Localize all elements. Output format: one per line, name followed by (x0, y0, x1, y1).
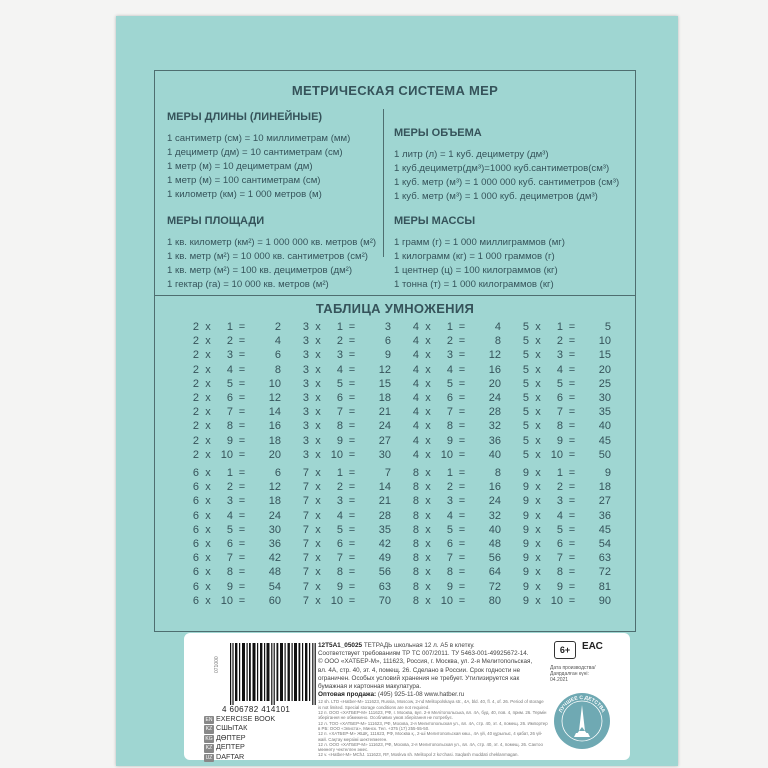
length-line: 1 метр (м) = 10 дециметрам (дм) (167, 161, 313, 172)
length-line: 1 сантиметр (см) = 10 миллиметрам (мм) (167, 133, 351, 144)
multiplication-row: 4 x 8 = 32 (412, 420, 501, 433)
multiplication-row: 3 x 2 = 6 (302, 335, 391, 348)
multiplication-row: 2 x 9 = 18 (192, 434, 281, 447)
multiplication-row: 8 x 10 = 80 (412, 594, 501, 607)
multiplication-row: 4 x 6 = 24 (412, 392, 501, 404)
product-label (184, 633, 630, 760)
production-date-value: 04.2021 (550, 677, 569, 683)
multiplication-row: 3 x 9 = 27 (302, 434, 391, 447)
language-item (204, 753, 275, 762)
multiplication-row: 3 x 3 = 9 (302, 349, 391, 362)
multiplication-row: 7 x 3 = 21 (302, 495, 391, 508)
multiplication-row: 7 x 2 = 14 (302, 481, 391, 494)
area-line: 1 кв. метр (м²) = 10 000 кв. сантиметров (см²) (167, 251, 368, 262)
multiplication-row: 6 x 9 = 54 (192, 580, 281, 593)
conformity-text: Соответствует требованиям ТР ТС 007/2011. ТУ 5463-001-49925672-14. (318, 650, 529, 658)
manufacturer-text: © ООО «ХАТБЕР-М», 111623, Россия, г. Москва, ул. 2-я Мелитопольская, (318, 658, 533, 666)
barcode-number: 4 606782 414101 (222, 705, 291, 714)
multiplication-row: 5 x 8 = 40 (522, 420, 611, 433)
multiplication-row: 4 x 9 = 36 (412, 434, 501, 447)
article-code: 12Т5А1_05025 (318, 642, 363, 649)
fine-print-line: 12 п. «ХАТБЕР-М» ЖШҚ, 111623, РФ, Москва қ., 2-ші Мелитопольская көш., 4А үй, 40 құрылыс, 4 қабат, 26 үй-жай. Сақтау мерзімі шектелмеген. (318, 731, 543, 742)
wholesale-phone: (495) 925-11-08 www.hatber.ru (377, 691, 465, 699)
multiplication-row: 8 x 2 = 16 (412, 481, 501, 494)
multiplication-row: 5 x 6 = 30 (522, 392, 611, 404)
language-text: СШЫТАК (216, 723, 248, 733)
address-text: вл. 4А, стр. 40, эт. 4, помещ. 26. Сделано в России. Срок годности не ограничен. Особых условий хранения не требует. Утилизируется как бумажная и картонная макулатура. (318, 666, 521, 691)
mass-line: 1 центнер (ц) = 100 килограммов (кг) (394, 265, 558, 276)
multiplication-row: 8 x 6 = 48 (412, 538, 501, 550)
multiplication-row: 8 x 8 = 64 (412, 566, 501, 579)
mass-line: 1 грамм (г) = 1 000 миллиграммов (мг) (394, 237, 565, 248)
area-line: 1 гектар (га) = 10 000 кв. метров (м²) (167, 279, 329, 290)
volume-line: 1 литр (л) = 1 куб. дециметру (дм³) (394, 149, 549, 160)
multiplication-row: 7 x 9 = 63 (302, 580, 391, 593)
multiplication-row: 2 x 4 = 8 (192, 363, 281, 376)
multiplication-row: 8 x 7 = 56 (412, 552, 501, 565)
multiplication-row: 3 x 5 = 15 (302, 377, 391, 390)
multiplication-row: 4 x 1 = 4 (412, 321, 501, 333)
multiplication-row: 8 x 3 = 24 (412, 495, 501, 508)
multiplication-row: 3 x 6 = 18 (302, 392, 391, 404)
multiplication-row: 3 x 10 = 30 (302, 448, 391, 461)
multiplication-row: 5 x 7 = 35 (522, 406, 611, 419)
language-tag: KZ (205, 745, 213, 752)
multiplication-row: 9 x 2 = 18 (522, 481, 611, 494)
age-badge: 6+ (554, 641, 576, 659)
multiplication-row: 9 x 7 = 63 (522, 552, 611, 565)
volume-line: 1 куб. метр (м³) = 1 000 куб. дециметров (дм³) (394, 191, 598, 202)
language-tag: EN (205, 717, 213, 723)
multiplication-row: 2 x 2 = 4 (192, 335, 281, 348)
multiplication-row: 2 x 6 = 12 (192, 392, 281, 404)
multiplication-row: 4 x 2 = 8 (412, 335, 501, 348)
fine-print-line: 12 sh. LTD «Hatber-M» 111623, Russia, Moscow, 2-nd Melitopolskaya str., 4A, bld. 40, fl. 4, of. 26. Period of storage is not limited. Special storage conditions are not required. (318, 699, 544, 710)
multiplication-row: 9 x 6 = 54 (522, 538, 611, 550)
multiplication-row: 5 x 2 = 10 (522, 335, 611, 348)
fine-print (318, 699, 548, 757)
notebook-back-cover (116, 16, 678, 766)
multiplication-row: 8 x 5 = 40 (412, 523, 501, 536)
volume-line: 1 куб. метр (м³) = 1 000 000 куб. сантиметров (см³) (394, 177, 620, 188)
language-text: DAFTAR (216, 751, 245, 761)
multiplication-row: 8 x 1 = 8 (412, 467, 501, 479)
production-date (550, 665, 624, 683)
multiplication-row: 2 x 8 = 16 (192, 420, 281, 433)
fine-print-line: 12 л. ТОО «ХАТБЕР-М» 111623, РФ, Москва, 2-я Мелитопольская ул., вл. 4А, стр. 40, эт. 4, помещ. 26. Импортер в РБ: ООО «Элиста», Минск. Тел. +375 (17) 255-55-50. (318, 720, 548, 731)
multiplication-row: 4 x 3 = 12 (412, 349, 501, 362)
multiplication-row: 5 x 3 = 15 (522, 349, 611, 362)
language-text: ДӨПТЕР (216, 732, 246, 742)
multiplication-row: 3 x 4 = 12 (302, 363, 391, 376)
language-text: ДЕПТЕР (216, 742, 245, 752)
multiplication-row: 4 x 5 = 20 (412, 377, 501, 390)
production-date-label: Дата производства/ Даярдалған күні: (550, 665, 596, 677)
multiplication-row: 5 x 5 = 25 (522, 377, 611, 390)
quality-seal-logo (552, 691, 612, 751)
mass-line: 1 килограмм (кг) = 1 000 граммов (г) (394, 251, 555, 262)
multiplication-row: 6 x 2 = 12 (192, 481, 281, 494)
multiplication-row: 6 x 7 = 42 (192, 552, 281, 565)
multiplication-row: 9 x 9 = 81 (522, 580, 611, 593)
multiplication-row: 6 x 8 = 48 (192, 566, 281, 579)
multiplication-title: ТАБЛИЦА УМНОЖЕНИЯ (315, 301, 475, 316)
multiplication-row: 2 x 3 = 6 (192, 349, 281, 362)
multiplication-row: 9 x 4 = 36 (522, 509, 611, 522)
multiplication-row: 9 x 1 = 9 (522, 467, 611, 479)
length-title: МЕРЫ ДЛИНЫ (ЛИНЕЙНЫЕ) (167, 111, 323, 123)
area-line: 1 кв. километр (км²) = 1 000 000 кв. метров (м²) (167, 237, 377, 248)
multiplication-row: 4 x 7 = 28 (412, 406, 501, 419)
multiplication-row: 3 x 7 = 21 (302, 406, 391, 419)
multiplication-row: 5 x 1 = 5 (522, 321, 611, 333)
language-tag: UZ (205, 754, 213, 761)
fine-print-line: 12 л. ООО «ХАТБЕР-М» 111623, РФ, Москва, 2-я Мелитопольская ул., вл. 4А, стр. 40, эт. 4, помещ. 26. Сактоо мөөнөтү чектелген эмес. (318, 741, 543, 753)
language-tag: KZ (205, 726, 213, 733)
multiplication-row: 7 x 4 = 28 (302, 509, 391, 522)
barcode (230, 643, 316, 705)
product-info (318, 642, 548, 758)
length-line: 1 метр (м) = 100 сантиметрам (см) (167, 175, 321, 186)
multiplication-row: 7 x 8 = 56 (302, 566, 391, 579)
language-list (204, 715, 275, 762)
fine-print-line: 12 v. «Hatber-M» MChJ. 111623, RF, Moskva sh. Melitopol 2 ko'chasi. Saqlash muddati cheklanmagan. (318, 752, 519, 758)
multiplication-row: 3 x 1 = 3 (302, 321, 391, 333)
eac-mark: ЕАС (582, 641, 603, 652)
multiplication-row: 9 x 5 = 45 (522, 523, 611, 536)
multiplication-row: 2 x 7 = 14 (192, 406, 281, 419)
multiplication-row: 6 x 4 = 24 (192, 509, 281, 522)
multiplication-row: 7 x 1 = 7 (302, 467, 391, 479)
column-divider (383, 109, 384, 257)
metric-title: МЕТРИЧЕСКАЯ СИСТЕМА МЕР (291, 83, 499, 98)
multiplication-row: 2 x 10 = 20 (192, 448, 281, 461)
multiplication-row: 6 x 3 = 18 (192, 495, 281, 508)
multiplication-row: 2 x 5 = 10 (192, 377, 281, 390)
multiplication-row: 8 x 4 = 32 (412, 509, 501, 522)
multiplication-row: 9 x 3 = 27 (522, 495, 611, 508)
multiplication-row: 8 x 9 = 72 (412, 580, 501, 593)
multiplication-row: 6 x 6 = 36 (192, 538, 281, 550)
area-line: 1 кв. метр (м²) = 100 кв. дециметров (дм²) (167, 265, 353, 276)
multiplication-row: 5 x 4 = 20 (522, 363, 611, 376)
seal-text: ЛУЧШЕЕ С ДЕТСТВА (557, 694, 607, 714)
mass-title: МЕРЫ МАССЫ (394, 215, 476, 227)
multiplication-row: 7 x 7 = 49 (302, 552, 391, 565)
multiplication-row: 4 x 10 = 40 (412, 448, 501, 461)
reference-frame (154, 70, 636, 632)
multiplication-row: 3 x 8 = 24 (302, 420, 391, 433)
multiplication-row: 9 x 10 = 90 (522, 594, 611, 607)
vertical-code: 071000 (214, 656, 220, 673)
language-text: EXERCISE BOOK (216, 714, 276, 723)
multiplication-row: 6 x 5 = 30 (192, 523, 281, 536)
multiplication-row: 7 x 6 = 42 (302, 538, 391, 550)
multiplication-row: 7 x 5 = 35 (302, 523, 391, 536)
fine-print-line: 12 п. ООО «ХАТБЕР-М» 111623, РФ, г. Москва, вул. 2-я Мелітопольська, вл. 4А, буд. 40, пов. 4, прим. 26. Термін зберігання не обмежено. Особливих умов зберігання не потребує. (318, 710, 547, 721)
multiplication-row: 6 x 1 = 6 (192, 467, 281, 479)
multiplication-row: 7 x 10 = 70 (302, 594, 391, 607)
multiplication-row: 5 x 9 = 45 (522, 434, 611, 447)
multiplication-row: 6 x 10 = 60 (192, 594, 281, 607)
multiplication-row: 5 x 10 = 50 (522, 448, 611, 461)
volume-line: 1 куб.дециметр(дм³)=1000 куб.сантиметров(см³) (394, 163, 610, 174)
multiplication-row: 4 x 4 = 16 (412, 363, 501, 376)
length-line: 1 дециметр (дм) = 10 сантиметрам (см) (167, 147, 343, 158)
product-name: ТЕТРАДЬ школьная 12 л. А5 в клетку. (363, 642, 475, 649)
length-line: 1 километр (км) = 1 000 метров (м) (167, 189, 322, 200)
multiplication-row: 9 x 8 = 72 (522, 566, 611, 579)
wholesale-label: Оптовая продажа: (318, 691, 377, 699)
area-title: МЕРЫ ПЛОЩАДИ (167, 215, 265, 227)
volume-title: МЕРЫ ОБЪЕМА (394, 127, 482, 139)
mass-line: 1 тонна (т) = 1 000 килограммов (кг) (394, 279, 554, 290)
language-tag: KG (205, 735, 213, 742)
multiplication-row: 2 x 1 = 2 (192, 321, 281, 333)
section-divider (155, 295, 635, 296)
